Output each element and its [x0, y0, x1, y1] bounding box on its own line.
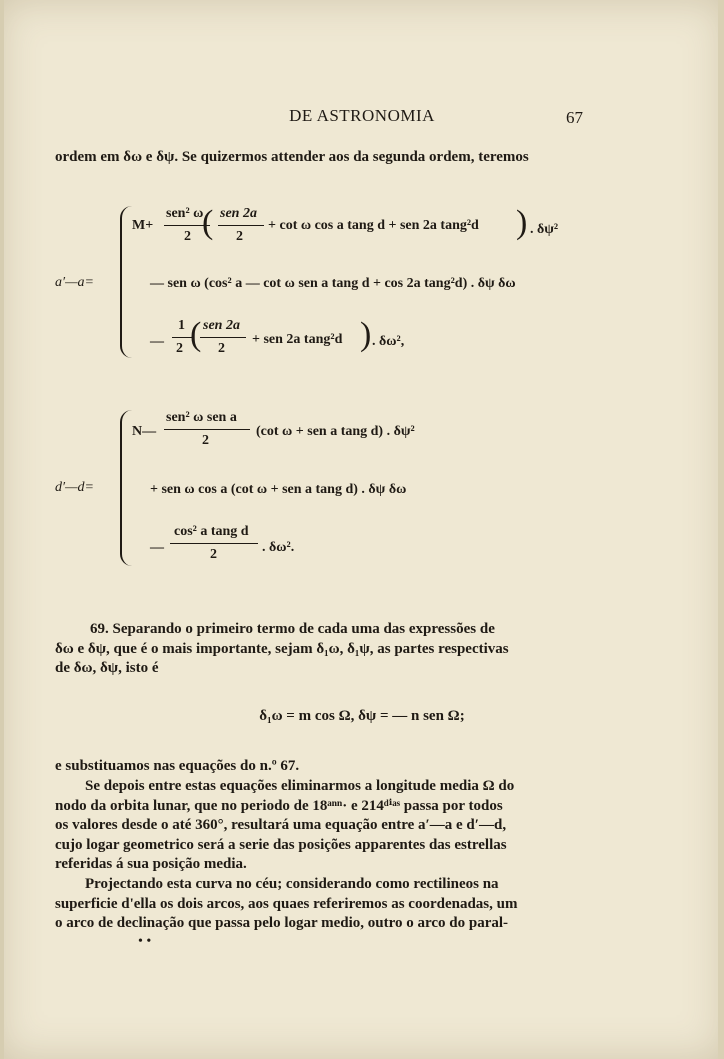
- eq1-row3-rest: + sen 2a tang²d: [252, 332, 343, 347]
- eq2-lhs: d′—d=: [55, 480, 94, 495]
- eq1-row1-suffix: . δψ²: [530, 222, 559, 237]
- eq1-brace: [120, 206, 132, 358]
- intro-line: ordem em δω e δψ. Se quizermos attender aos da segunda ordem, teremos: [55, 149, 529, 165]
- eq1-row3-frac1-bar: [172, 337, 192, 338]
- eq1-row3-suffix: . δω²,: [372, 334, 405, 349]
- eq1-row2: — sen ω (cos² a — cot ω sen a tang d + cos 2a tang²d) . δψ δω: [150, 276, 516, 291]
- para3-line1: Projectando esta curva no céu; considerando como rectilineos na: [85, 876, 499, 892]
- eq2-row1-rest: (cot ω + sen a tang d) . δψ²: [256, 424, 415, 439]
- eq2-row3-suffix: . δω².: [262, 540, 295, 555]
- eq1-row3-frac1-num: 1: [178, 318, 185, 333]
- eq1-row3-frac1-den: 2: [176, 341, 183, 356]
- para2-line1: Se depois entre estas equações eliminarmos a longitude media Ω do: [85, 778, 515, 794]
- eq2-row3-frac-den: 2: [210, 547, 217, 562]
- para3-line2: superficie d'ella os dois arcos, aos quaes referiremos as coordenadas, um: [55, 896, 518, 912]
- running-header-title: DE ASTRONOMIA: [289, 106, 435, 125]
- page-number: 67: [566, 108, 583, 127]
- eq1-row3-frac2-den: 2: [218, 341, 225, 356]
- eq1-row1-frac2-num: sen 2a: [220, 206, 257, 221]
- eq2-row1-frac-den: 2: [202, 433, 209, 448]
- eq2-row3-frac-bar: [170, 543, 258, 544]
- para2-line2: nodo da orbita lunar, que no periodo de 18ᵃⁿⁿ· e 214ᵈⁱᵃˢ passa por todos: [55, 798, 503, 814]
- eq1-row1-frac1-num: sen² ω: [166, 206, 204, 221]
- eq2-brace: [120, 410, 132, 566]
- eq2-row1-frac-bar: [164, 429, 250, 430]
- eq1-row3-frac2-bar: [200, 337, 246, 338]
- eq2-row2: + sen ω cos a (cot ω + sen a tang d) . δψ δω: [150, 482, 407, 497]
- page-right-edge: [718, 0, 724, 1059]
- eq1-row3-lparen: (: [190, 316, 202, 353]
- eq3: δ₁ω = m cos Ω, δψ = — n sen Ω;: [259, 708, 465, 724]
- footer-mark: • •: [138, 934, 152, 949]
- eq2-row3-frac-num: cos² a tang d: [174, 524, 249, 539]
- eq1-row1-frac2-den: 2: [236, 229, 243, 244]
- eq1-row1-frac1-den: 2: [184, 229, 191, 244]
- eq1-row1-frac2-bar: [218, 225, 264, 226]
- para2-line4: cujo logar geometrico será a serie das posições apparentes das estrellas: [55, 837, 507, 853]
- eq2-row3-prefix: —: [150, 540, 164, 555]
- after-eq3: e substituamos nas equações do n.º 67.: [55, 758, 300, 774]
- eq1-row3-rparen: ): [360, 316, 372, 353]
- para69-line1: 69. Separando o primeiro termo de cada uma das expressões de: [90, 621, 495, 637]
- eq1-lhs: a′—a=: [55, 275, 94, 290]
- eq2-row1-frac-num: sen² ω sen a: [166, 410, 237, 425]
- eq1-row3-prefix: —: [150, 334, 164, 349]
- para3-line3: o arco de declinação que passa pelo logar medio, outro o arco do paral-: [55, 915, 509, 931]
- eq2-row1-prefix: N—: [132, 424, 157, 439]
- eq1-row1-rest: + cot ω cos a tang d + sen 2a tang²d: [268, 218, 479, 233]
- eq1-row1-prefix: M+: [132, 218, 154, 233]
- para2-line5: referidas á sua posição media.: [55, 856, 247, 872]
- para2-line3: os valores desde o até 360°, resultará uma equação entre a′—a e d′—d,: [55, 817, 507, 833]
- eq1-row3-frac2-num: sen 2a: [203, 318, 240, 333]
- eq1-row1-rparen: ): [516, 204, 528, 241]
- para69-line3: de δω, δψ, isto é: [55, 660, 159, 676]
- para69-line2: δω e δψ, que é o mais importante, sejam δ₁ω, δ₁ψ, as partes respectivas: [55, 641, 509, 657]
- eq1-row1-lparen: (: [202, 204, 214, 241]
- page-left-edge: [0, 0, 4, 1059]
